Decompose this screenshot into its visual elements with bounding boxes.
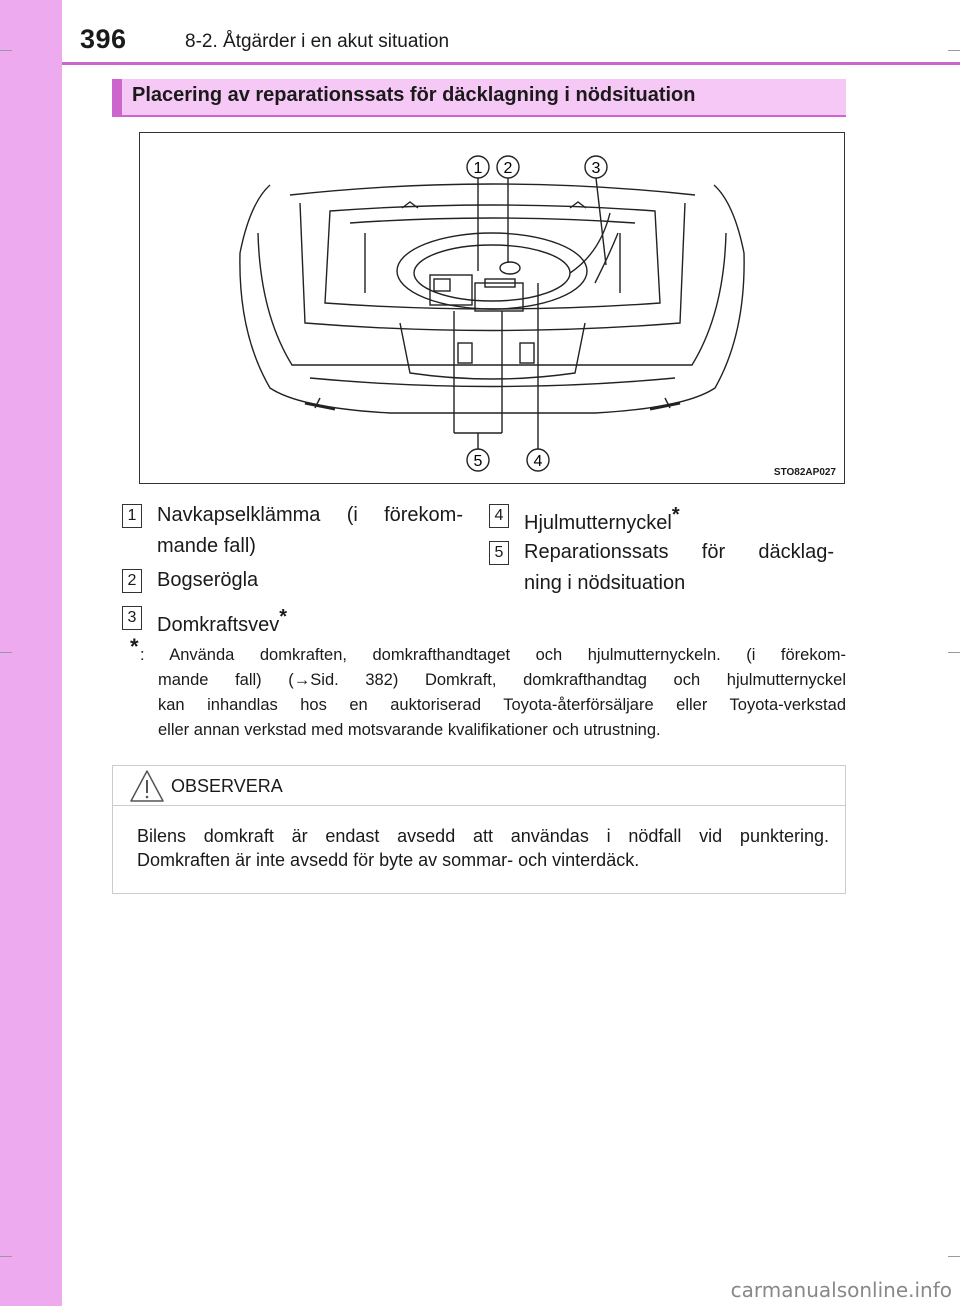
topic-banner	[112, 79, 846, 115]
callout-1: 1	[473, 160, 483, 177]
legend-text: Hjulmutternyckel*	[524, 504, 680, 534]
legend-number-badge: 2	[122, 569, 142, 593]
crop-mark	[948, 1256, 960, 1257]
callout-2: 2	[503, 160, 513, 177]
footnote-text: : Använda domkraften, domkrafthandtaget och hjulmutternyckeln. (i förekom- mande fall) (→Sid. 382) Domkraft, domkrafthandtag och hjulmutternyckel kan inhandlas hos en auktoriserad Toyota-återförsäljare eller Toyota-verkstad eller annan verkstad med motsvarande kvalifikationer och utrustning.	[140, 646, 846, 739]
crop-mark	[0, 1256, 12, 1257]
header-rule	[62, 62, 960, 65]
banner-title: Placering av reparationssats för däcklagning i nödsituation	[132, 84, 696, 106]
watermark: carmanualsonline.info	[730, 1278, 952, 1302]
page-number: 396	[80, 24, 127, 54]
caution-header	[113, 766, 845, 806]
banner-rule	[112, 115, 846, 117]
legend-number-badge: 5	[489, 541, 509, 565]
crop-mark	[0, 652, 12, 653]
legend-text: Domkraftsvev*	[157, 606, 288, 636]
callout-3: 3	[591, 160, 601, 177]
asterisk-marker: *	[279, 606, 288, 628]
legend-number-badge: 1	[122, 504, 142, 528]
trunk-illustration	[139, 132, 845, 484]
crop-mark	[0, 50, 12, 51]
footnote-asterisk: *	[130, 634, 139, 659]
banner-accent-bar	[112, 79, 122, 115]
callout-4: 4	[533, 453, 543, 470]
legend-text: Reparationssats för däcklag- ning i nödsituation	[524, 541, 834, 594]
asterisk-marker: *	[671, 504, 680, 526]
callout-labels	[140, 133, 843, 482]
crop-mark	[948, 50, 960, 51]
caution-label: OBSERVERA	[171, 776, 283, 796]
crop-mark	[948, 652, 960, 653]
legend-text: Navkapselklämma (i förekom- mande fall)	[157, 504, 463, 557]
caution-box	[112, 765, 846, 894]
legend-number-badge: 4	[489, 504, 509, 528]
chapter-side-tab	[0, 0, 62, 1306]
section-title: 8-2. Åtgärder i en akut situation	[185, 31, 450, 52]
figure-code: STO82AP027	[773, 467, 836, 478]
warning-triangle-icon	[129, 769, 165, 803]
callout-5: 5	[473, 453, 483, 470]
legend-text: Bogserögla	[157, 569, 259, 591]
caution-text: Bilens domkraft är endast avsedd att användas i nödfall vid punktering. Domkraften är inte avsedd för byte av sommar- och vinterdäck.	[137, 826, 829, 870]
legend-number-badge: 3	[122, 606, 142, 630]
